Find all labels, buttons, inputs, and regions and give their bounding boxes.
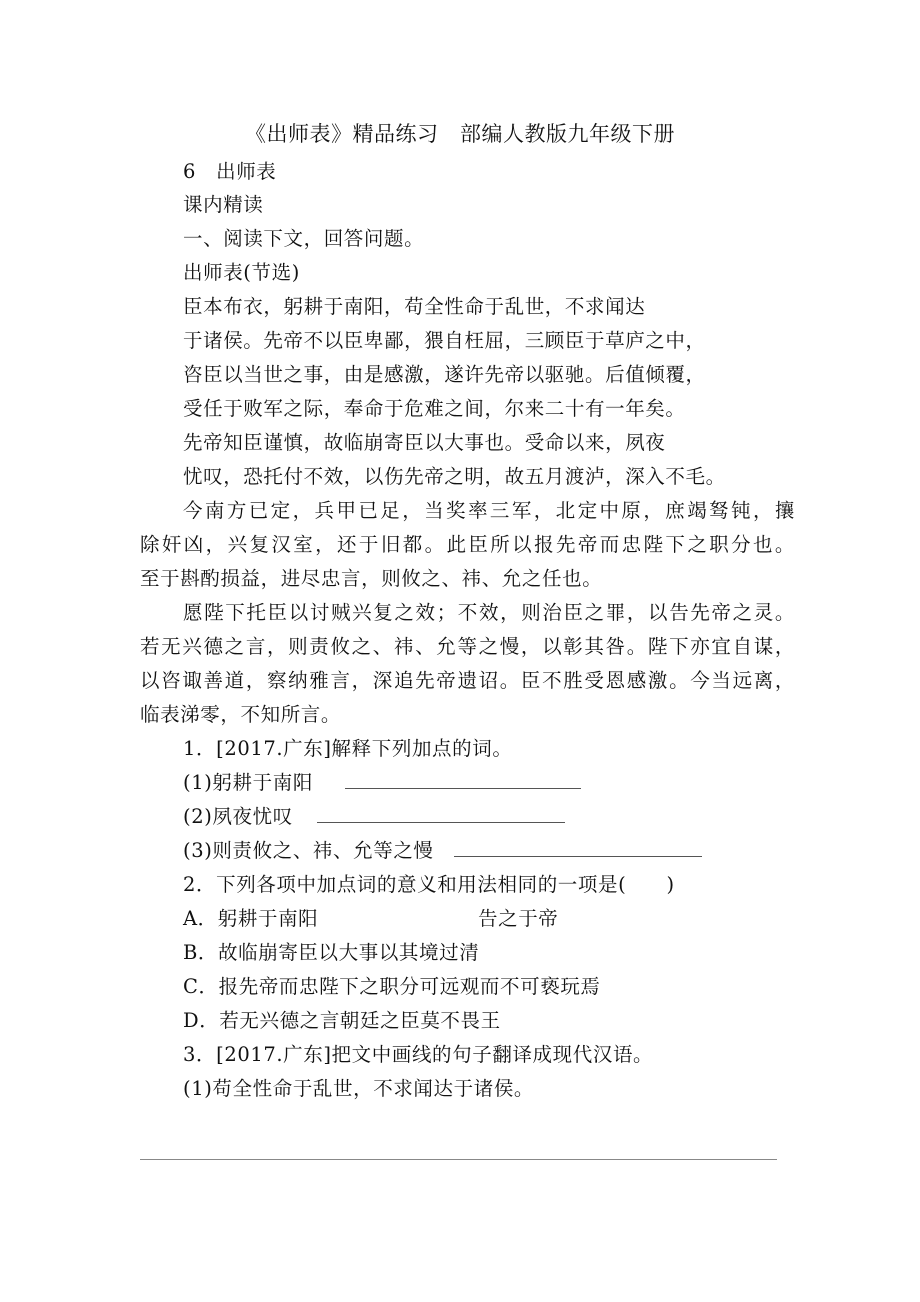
question-2-option-a: A．躬耕于南阳 bbox=[183, 907, 319, 930]
passage-line: 若无兴德之言，则责攸之、祎、允等之慢，以彰其咎。陛下亦宜自谋， bbox=[140, 635, 795, 658]
question-1-item-text: (2)夙夜忧叹 bbox=[183, 805, 293, 828]
passage-line: 臣本布衣，躬耕于南阳，苟全性命于乱世，不求闻达 bbox=[183, 295, 646, 318]
question-3-item: (1)苟全性命于乱世，不求闻达于诸侯。 bbox=[183, 1077, 535, 1100]
question-2-option-b: B．故临崩寄臣以大事以其境过清 bbox=[183, 941, 480, 964]
answer-blank[interactable] bbox=[317, 804, 565, 823]
section-heading: 课内精读 bbox=[183, 193, 264, 216]
passage-line: 咨臣以当世之事，由是感激，遂许先帝以驱驰。后值倾覆， bbox=[183, 363, 706, 386]
question-2-option-d: D．若无兴德之言朝廷之臣莫不畏王 bbox=[183, 1009, 501, 1032]
question-2-option-c: C．报先帝而忠陛下之职分可远观而不可亵玩焉 bbox=[183, 975, 601, 998]
passage-line: 受任于败军之际，奉命于危难之间，尔来二十有一年矣。 bbox=[183, 397, 686, 420]
answer-blank[interactable] bbox=[345, 770, 581, 789]
document-title: 《出师表》精品练习 部编人教版九年级下册 bbox=[245, 122, 675, 146]
passage-line: 忧叹，恐托付不效，以伤先帝之明，故五月渡泸，深入不毛。 bbox=[183, 465, 726, 488]
passage-line: 除奸凶，兴复汉室，还于旧都。此臣所以报先帝而忠陛下之职分也。 bbox=[140, 533, 795, 556]
question-1-item bbox=[183, 767, 581, 795]
question-1-item bbox=[183, 801, 565, 829]
passage-line: 愿陛下托臣以讨贼兴复之效；不效，则治臣之罪，以告先帝之灵。 bbox=[183, 601, 795, 624]
question-3-stem: 3．[2017.广东]把文中画线的句子翻译成现代汉语。 bbox=[183, 1043, 654, 1066]
answer-blank[interactable] bbox=[454, 838, 702, 857]
passage-line: 于诸侯。先帝不以臣卑鄙，猥自枉屈，三顾臣于草庐之中， bbox=[183, 329, 706, 352]
question-2-stem: 2．下列各项中加点词的意义和用法相同的一项是( ) bbox=[183, 873, 675, 896]
question-2-option-a-right: 告之于帝 bbox=[478, 907, 559, 930]
passage-line: 临表涕零，不知所言。 bbox=[140, 703, 342, 726]
question-1-item-text: (1)躬耕于南阳 bbox=[183, 771, 313, 794]
answer-line[interactable] bbox=[140, 1159, 777, 1160]
lesson-heading: 6 出师表 bbox=[183, 160, 277, 183]
task-instruction: 一、阅读下文，回答问题。 bbox=[183, 227, 425, 250]
passage-line: 至于斟酌损益，进尽忠言，则攸之、祎、允之任也。 bbox=[140, 567, 603, 590]
question-1-item bbox=[183, 835, 702, 863]
passage-line: 先帝知臣谨慎，故临崩寄臣以大事也。受命以来，夙夜 bbox=[183, 431, 666, 454]
question-1-stem: 1．[2017.广东]解释下列加点的词。 bbox=[183, 737, 513, 760]
text-title: 出师表(节选) bbox=[183, 261, 300, 284]
passage-line: 今南方已定，兵甲已足，当奖率三军，北定中原，庶竭驽钝，攘 bbox=[183, 499, 795, 522]
passage-line: 以咨诹善道，察纳雅言，深追先帝遗诏。臣不胜受恩感激。今当远离， bbox=[140, 669, 795, 692]
question-1-item-text: (3)则责攸之、祎、允等之慢 bbox=[183, 839, 434, 862]
